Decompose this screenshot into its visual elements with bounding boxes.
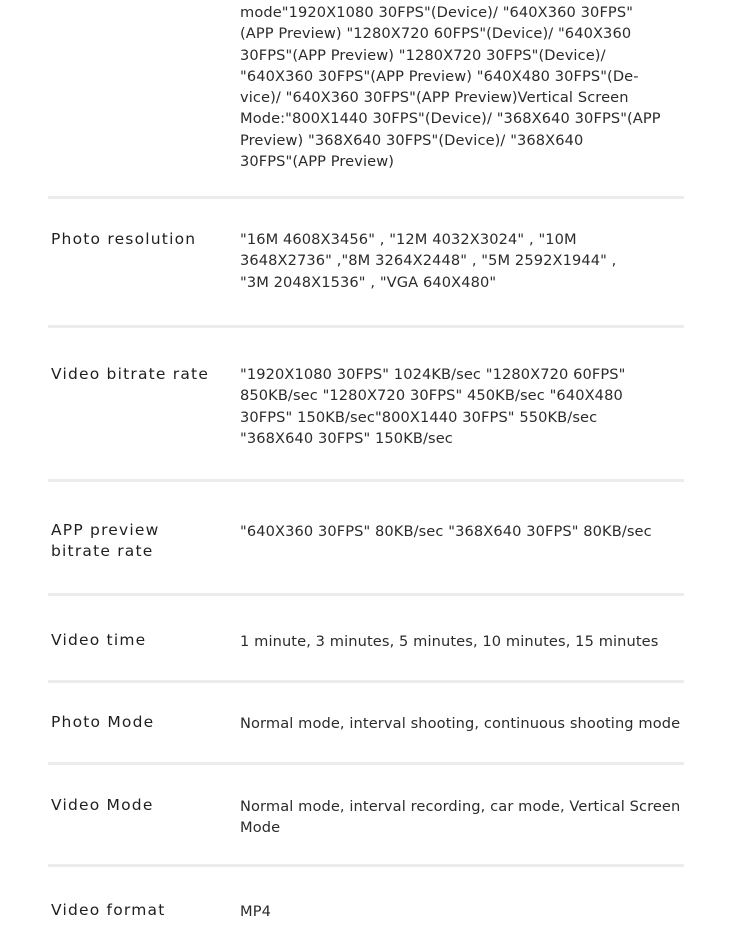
row-divider (48, 864, 684, 867)
spec-label: Video format (51, 901, 166, 919)
spec-label: Video bitrate rate (51, 365, 210, 383)
spec-value: Normal mode, interval recording, car mode, Vertical Screen Mode (240, 798, 681, 837)
row-divider (48, 325, 684, 328)
row-divider (48, 680, 684, 683)
spec-label: Video Mode (51, 796, 154, 814)
spec-label: Video time (51, 631, 147, 649)
spec-label: Photo Mode (51, 713, 155, 731)
spec-value: "640X360 30FPS" 80KB/sec "368X640 30FPS" 80KB/sec (240, 523, 652, 540)
spec-value: MP4 (240, 903, 271, 920)
spec-label: APP preview bitrate rate (51, 521, 160, 560)
row-divider (48, 479, 684, 482)
spec-value: "1920X1080 30FPS" 1024KB/sec "1280X720 60FPS" 850KB/sec "1280X720 30FPS" 450KB/sec "640X480 30FPS" 150KB/sec"800X1440 30FPS" 550KB/sec "368X640 30FPS" 150KB/sec (240, 366, 626, 447)
row-divider (48, 762, 684, 765)
row-divider (48, 593, 684, 596)
spec-value: mode"1920X1080 30FPS"(Device)/ "640X360 30FPS" (APP Preview) "1280X720 60FPS"(Device)/ "640X360 30FPS"(APP Preview) "1280X720 30FPS"(Device)/ "640X360 30FPS"(APP Preview) "640X480 30FPS"(De- vice)/ "640X360 30FPS"(APP Preview)Vertical Screen Mode:"800X1440 30FPS"(Device)/ "368X640 30FPS"(APP Preview) "368X640 30FPS"(Device)/ "368X640 30FPS"(APP Preview) (240, 4, 661, 171)
row-divider (48, 196, 684, 199)
spec-label: Photo resolution (51, 230, 197, 248)
spec-value: 1 minute, 3 minutes, 5 minutes, 10 minutes, 15 minutes (240, 633, 659, 650)
spec-value: Normal mode, interval shooting, continuous shooting mode (240, 715, 681, 732)
spec-value: "16M 4608X3456" , "12M 4032X3024" , "10M 3648X2736" ,"8M 3264X2448" , "5M 2592X1944" , "3M 2048X1536" , "VGA 640X480" (240, 231, 617, 291)
